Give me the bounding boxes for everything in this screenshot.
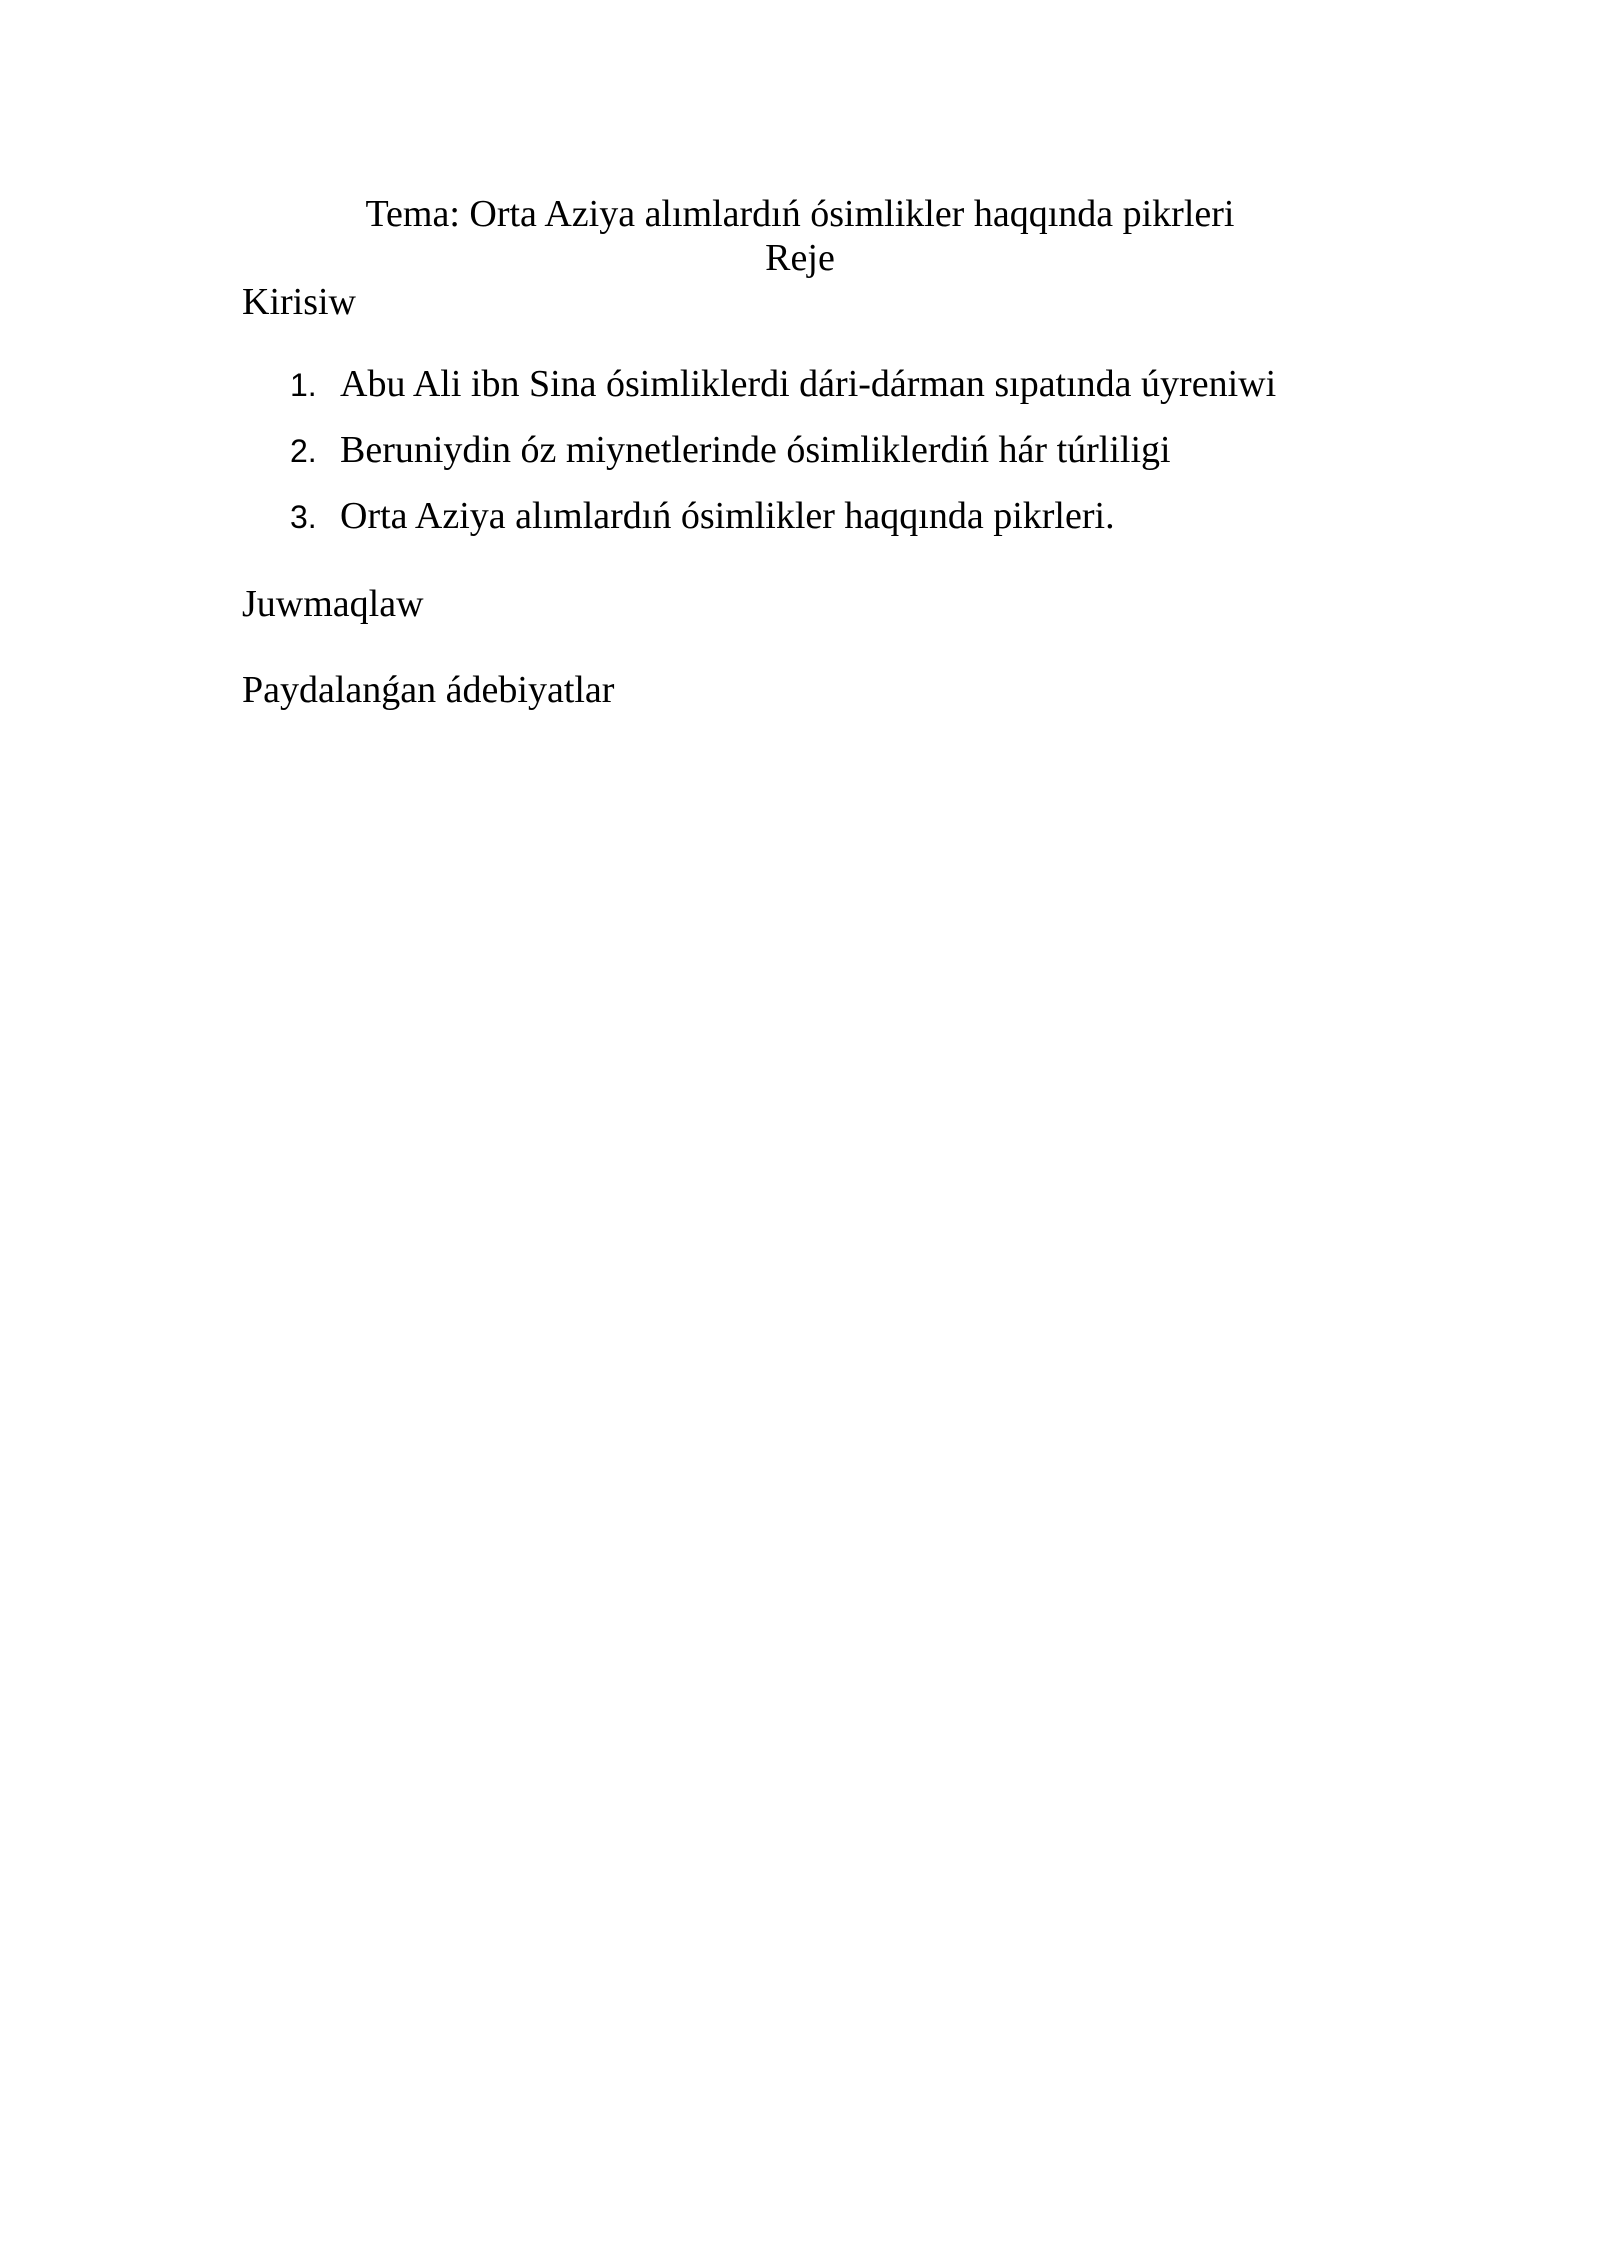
plan-item [290,362,1276,428]
plan-list [290,362,1276,560]
plan-item-number: 2. [290,433,317,469]
literature-heading: Paydalanǵan ádebiyatlar [242,669,615,711]
plan-heading: Reje [765,237,835,279]
plan-item [290,494,1276,560]
conclusion-heading: Juwmaqlaw [242,583,424,625]
plan-item-text: Orta Aziya alımlardıń ósimlikler haqqında pikrleri. [340,495,1115,537]
plan-item-number: 3. [290,499,317,535]
document-title: Tema: Orta Aziya alımlardıń ósimlikler haqqında pikrleri [365,193,1235,235]
plan-item-text: Abu Ali ibn Sina ósimliklerdi dári-dárman sıpatında úyreniwi [340,363,1277,405]
plan-item-number: 1. [290,367,317,403]
intro-heading: Kirisiw [242,281,356,323]
plan-item [290,428,1276,494]
plan-item-text: Beruniydin óz miynetlerinde ósimliklerdiń hár túrliligi [340,429,1171,471]
